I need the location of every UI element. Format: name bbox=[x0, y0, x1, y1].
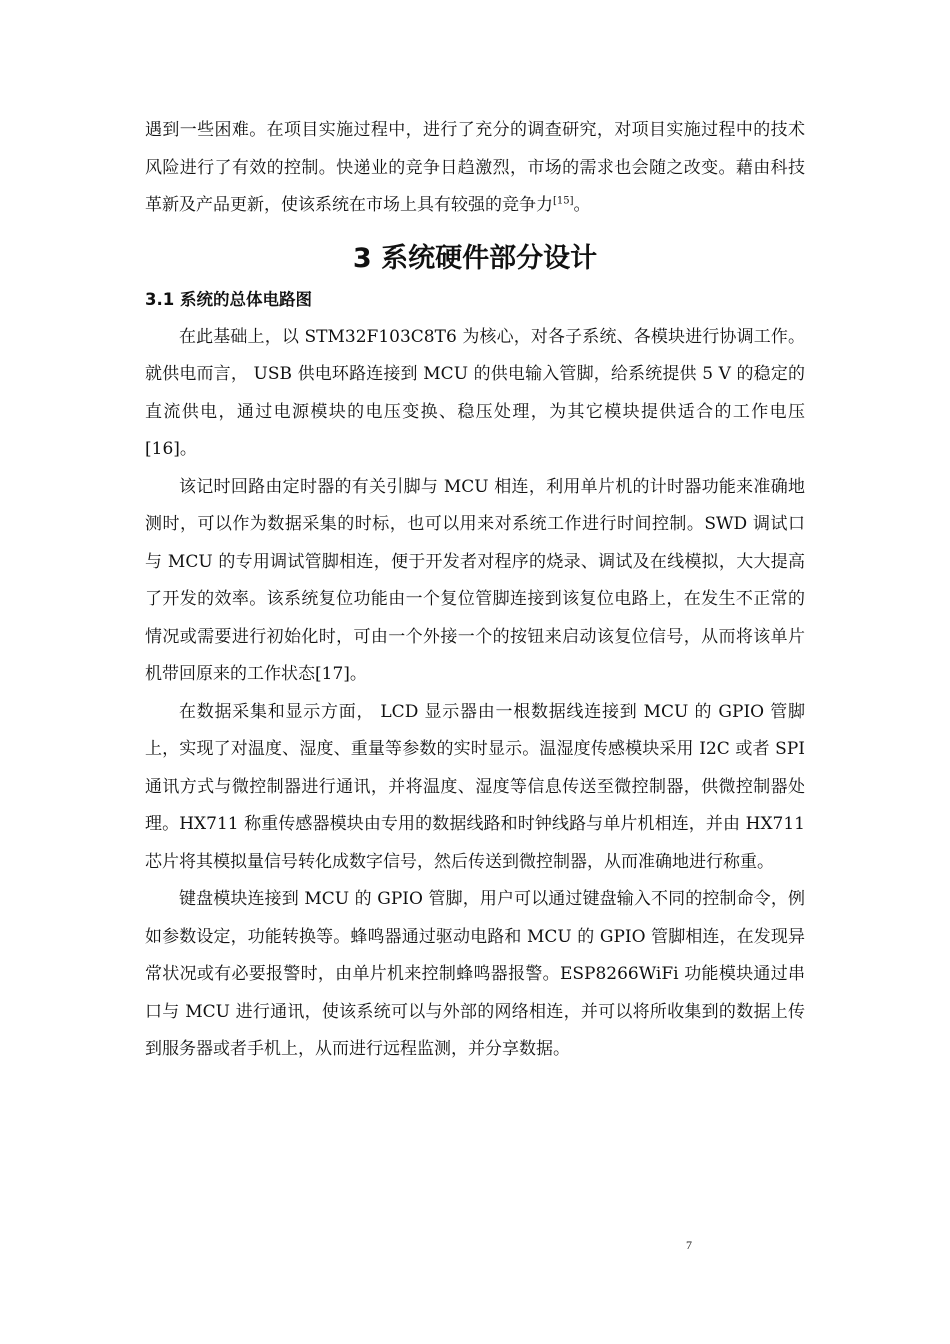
page-number: 7 bbox=[686, 1238, 692, 1252]
section-title: 3.1 系统的总体电路图 bbox=[145, 289, 312, 309]
intro-paragraph bbox=[145, 112, 805, 225]
intro-end: 。 bbox=[573, 195, 591, 215]
chapter-title: 3 系统硬件部分设计 bbox=[352, 242, 598, 274]
body-paragraph-2: 该记时回路由定时器的有关引脚与 MCU 相连，利用单片机的计时器功能来准确地测时，可以作为数据采集的时标，也可以用来对系统工作进行时间控制。SWD 调试口与 MCU 的专用调试管脚相连，便于开发者对程序的烧录、调试及在线模拟，大大提高了开发的效率。该系统复位功能由一个复位管脚连接到该复位电路上，在发生不正常的情况或需要进行初始化时，可由一个外接一个的按钮来启动该复位信号，从而将该单片机带回原来的工作状态[17]。 bbox=[145, 476, 805, 684]
body-paragraph-3: 在数据采集和显示方面， LCD 显示器由一根数据线连接到 MCU 的 GPIO 管脚上，实现了对温度、湿度、重量等参数的实时显示。温湿度传感模块采用 I2C 或者 SPI 通讯方式与微控制器进行通讯，并将温度、湿度等信息传送至微控制器，供微控制器处理。HX711 称重传感器模块由专用的数据线路和时钟线路与单片机相连，并由 HX711 芯片将其模拟量信号转化成数字信号，然后传送到微控制器，从而准确地进行称重。 bbox=[145, 701, 805, 872]
page-content bbox=[145, 112, 805, 1069]
body-paragraph-4: 键盘模块连接到 MCU 的 GPIO 管脚，用户可以通过键盘输入不同的控制命令，例如参数设定，功能转换等。蜂鸣器通过驱动电路和 MCU 的 GPIO 管脚相连，在发现异常状况或有必要报警时，由单片机来控制蜂鸣器报警。ESP8266WiFi 功能模块通过串口与 MCU 进行通讯，使该系统可以与外部的网络相连，并可以将所收集到的数据上传到服务器或者手机上，从而进行远程监测，并分享数据。 bbox=[145, 889, 805, 1059]
intro-citation: [15] bbox=[553, 195, 574, 207]
body-paragraph-1: 在此基础上，以 STM32F103C8T6 为核心，对各子系统、各模块进行协调工作。就供电而言， USB 供电环路连接到 MCU 的供电输入管脚，给系统提供 5 V 的稳定的直流供电，通过电源模块的电压变换、稳压处理，为其它模块提供适合的工作电压[16]。 bbox=[145, 326, 805, 459]
intro-text: 遇到一些困难。在项目实施过程中，进行了充分的调查研究，对项目实施过程中的技术风险进行了有效的控制。快递业的竞争日趋激烈，市场的需求也会随之改变。藉由科技革新及产品更新，使该系统在市场上具有较强的竞争力 bbox=[145, 120, 805, 215]
